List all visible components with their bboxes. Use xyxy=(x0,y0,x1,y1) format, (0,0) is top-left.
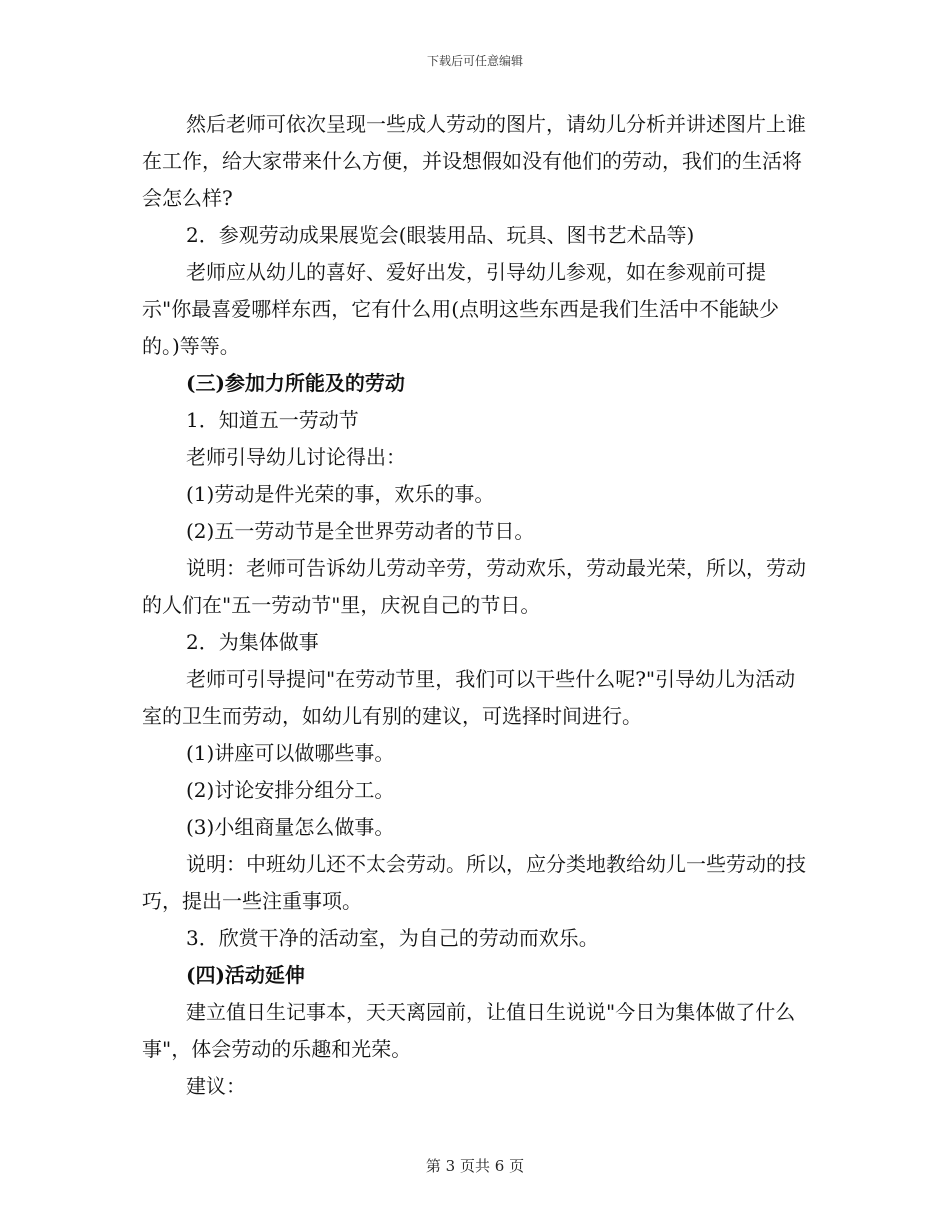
paragraph: 老师引导幼儿讨论得出： xyxy=(186,445,406,469)
list-item: (2)五一劳动节是全世界劳动者的节日。 xyxy=(186,519,535,543)
list-item: (2)讨论安排分组分工。 xyxy=(186,778,395,802)
paragraph: 说明：老师可告诉幼儿劳动辛劳，劳动欢乐，劳动最光荣，所以，劳动的人们在"五一劳动节"里，庆祝自己的节日。 xyxy=(142,556,806,617)
list-item: (1)劳动是件光荣的事，欢乐的事。 xyxy=(186,482,495,506)
paragraph: 建立值日生记事本，天天离园前，让值日生说说"今日为集体做了什么事"，体会劳动的乐趣和光荣。 xyxy=(142,1000,796,1061)
paragraph: 1．知道五一劳动节 xyxy=(186,408,359,432)
document-body xyxy=(142,106,812,1105)
paragraph: 老师应从幼儿的喜好、爱好出发，引导幼儿参观，如在参观前可提示"你最喜爱哪样东西，它有什么用(点明这些东西是我们生活中不能缺少的。)等等。 xyxy=(142,260,780,358)
section-heading: (四)活动延伸 xyxy=(186,963,305,987)
paragraph: 说明：中班幼儿还不太会劳动。所以，应分类地教给幼儿一些劳动的技巧，提出一些注重事项。 xyxy=(142,852,806,913)
list-item: (3)小组商量怎么做事。 xyxy=(186,815,395,839)
list-item: (1)讲座可以做哪些事。 xyxy=(186,741,395,765)
paragraph: 建议： xyxy=(186,1074,246,1098)
paragraph: 3．欣赏干净的活动室，为自己的劳动而欢乐。 xyxy=(186,926,599,950)
paragraph: 2．参观劳动成果展览会(眼装用品、玩具、图书艺术品等) xyxy=(186,223,695,247)
page-footer: 第 3 页共 6 页 xyxy=(425,1157,525,1175)
paragraph: 2．为集体做事 xyxy=(186,630,319,654)
page-header: 下载后可任意编辑 xyxy=(426,54,523,68)
paragraph: 老师可引导提问"在劳动节里，我们可以干些什么呢?"引导幼儿为活动室的卫生而劳动，如幼儿有别的建议，可选择时间进行。 xyxy=(142,667,796,728)
paragraph: 然后老师可依次呈现一些成人劳动的图片，请幼儿分析并讲述图片上谁在工作，给大家带来什么方便，并设想假如没有他们的劳动，我们的生活将会怎么样? xyxy=(142,112,806,210)
section-heading: (三)参加力所能及的劳动 xyxy=(186,371,405,395)
